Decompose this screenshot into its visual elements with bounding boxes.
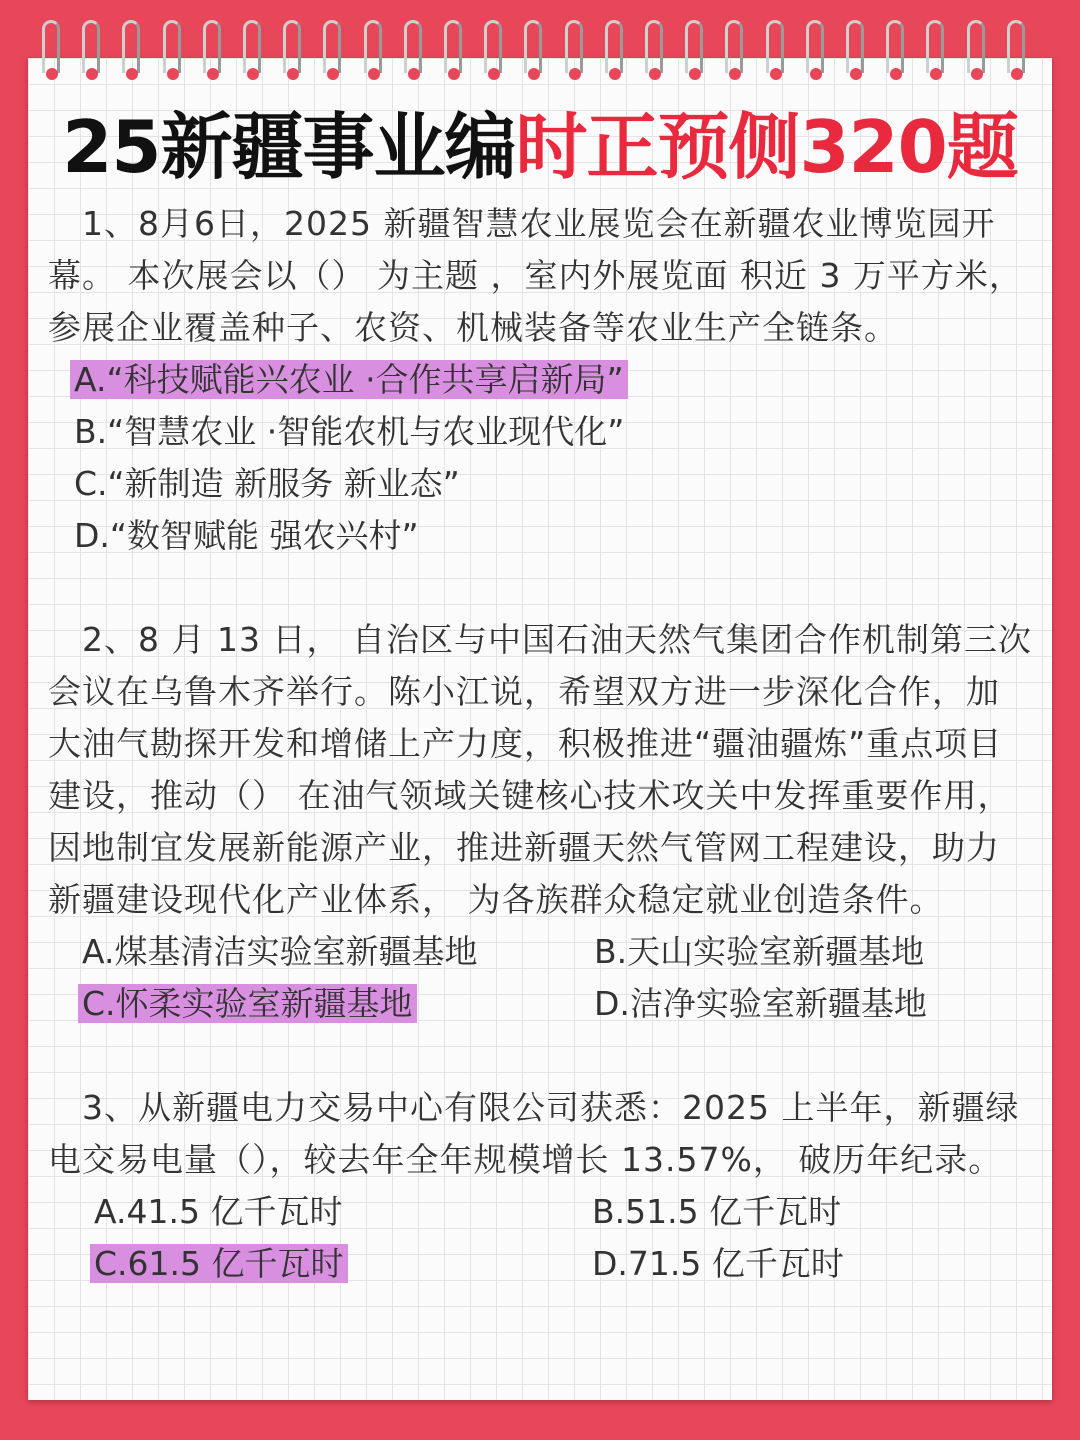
- spiral-ring: [806, 18, 824, 80]
- spiral-ring: [725, 18, 743, 80]
- question-3-option-b: B.51.5 亿千瓦时: [592, 1192, 842, 1231]
- question-3-option-d: D.71.5 亿千瓦时: [592, 1244, 844, 1283]
- question-2-option-b: B.天山实验室新疆基地: [594, 932, 925, 971]
- question-1-option-d: [48, 510, 1032, 562]
- spiral-ring: [364, 18, 382, 80]
- question-2-options-row-2: [48, 978, 1032, 1030]
- question-2-option-d: D.洁净实验室新疆基地: [594, 984, 927, 1023]
- spacer: [48, 562, 1032, 614]
- spiral-ring: [846, 18, 864, 80]
- spiral-ring: [122, 18, 140, 80]
- option-label: C.“新制造 新服务 新业态”: [74, 464, 460, 503]
- spiral-ring: [886, 18, 904, 80]
- option-label: B.“智慧农业 ·智能农机与农业现代化”: [74, 412, 625, 451]
- question-3-option-c: C.61.5 亿千瓦时: [90, 1244, 348, 1283]
- page-title: [0, 102, 1080, 192]
- spiral-ring: [926, 18, 944, 80]
- question-2-stem: 2、8 月 13 日， 自治区与中国石油天然气集团合作机制第三次会议在乌鲁木齐举行。陈小江说，希望双方进一步深化合作，加大油气勘探开发和增储上产力度，积极推进“疆油疆炼”重点项目建设，推动（） 在油气领域关键核心技术攻关中发挥重要作用，因地制宜发展新能源产业，推进新疆天然气管网工程建设，助力新疆建设现代化产业体系， 为各族群众稳定就业创造条件。: [48, 620, 1032, 919]
- question-3-options-row-1: [48, 1186, 1032, 1238]
- question-1-option-a: [48, 354, 1032, 406]
- spiral-ring: [484, 18, 502, 80]
- question-3-options-row-2: [48, 1238, 1032, 1290]
- spiral-ring: [243, 18, 261, 80]
- spiral-ring: [645, 18, 663, 80]
- spiral-ring: [685, 18, 703, 80]
- question-list: [48, 198, 1032, 1290]
- question-1-option-b: [48, 406, 1032, 458]
- spiral-ring: [444, 18, 462, 80]
- spiral-ring: [283, 18, 301, 80]
- question-1-stem: 1、8月6日，2025 新疆智慧农业展览会在新疆农业博览园开幕。 本次展会以（） 为主题 ，室内外展览面 积近 3 万平方米，参展企业覆盖种子、农资、机械装备等农业生产全链条。: [48, 204, 1023, 347]
- spiral-ring: [967, 18, 985, 80]
- spiral-ring: [605, 18, 623, 80]
- option-label: A.“科技赋能兴农业 ·合作共享启新局”: [70, 360, 628, 399]
- spiral-ring: [1007, 18, 1025, 80]
- spiral-ring: [404, 18, 422, 80]
- spiral-ring: [323, 18, 341, 80]
- spiral-ring: [42, 18, 60, 80]
- spiral-ring: [203, 18, 221, 80]
- question-2-option-c: C.怀柔实验室新疆基地: [78, 984, 417, 1023]
- spacer: [48, 1030, 1032, 1082]
- question-1-option-c: [48, 458, 1032, 510]
- spiral-ring: [82, 18, 100, 80]
- spiral-ring: [163, 18, 181, 80]
- question-2-option-a: A.煤基清洁实验室新疆基地: [82, 932, 478, 971]
- question-2-options-row-1: [48, 926, 1032, 978]
- option-label: D.“数智赋能 强农兴村”: [74, 516, 419, 555]
- question-3-stem: 3、从新疆电力交易中心有限公司获悉：2025 上半年，新疆绿电交易电量（），较去年全年规模增长 13.57%， 破历年纪录。: [48, 1088, 1020, 1179]
- spiral-ring: [766, 18, 784, 80]
- question-3-option-a: A.41.5 亿千瓦时: [94, 1192, 343, 1231]
- spiral-ring: [524, 18, 542, 80]
- spiral-ring: [565, 18, 583, 80]
- spiral-binding: [28, 18, 1052, 88]
- title-part-red: 时正预侧320题: [515, 105, 1018, 189]
- title-part-black: 25新疆事业编: [62, 105, 516, 189]
